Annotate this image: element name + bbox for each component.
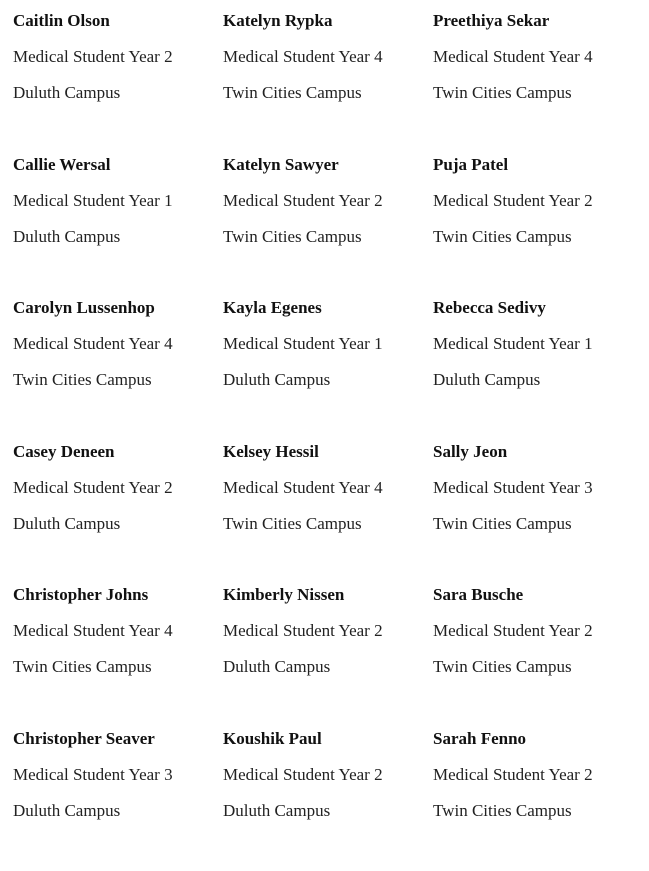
- person-name: Casey Deneen: [13, 441, 115, 461]
- person-campus: Twin Cities Campus: [433, 83, 572, 102]
- person-card: [223, 727, 433, 871]
- person-campus: Twin Cities Campus: [433, 226, 572, 246]
- person-role: Medical Student Year 2: [433, 190, 593, 210]
- person-card: [13, 153, 223, 297]
- person-role: Medical Student Year 4: [433, 47, 593, 66]
- person-name: Sally Jeon: [433, 441, 508, 461]
- person-campus: Duluth Campus: [223, 370, 331, 390]
- person-role: Medical Student Year 3: [13, 764, 173, 784]
- person-role: Medical Student Year 2: [433, 621, 593, 641]
- person-role: Medical Student Year 4: [13, 334, 173, 354]
- person-card: [433, 153, 643, 297]
- person-name: Christopher Johns: [13, 585, 149, 605]
- person-role: Medical Student Year 1: [223, 334, 383, 354]
- person-campus: Duluth Campus: [223, 657, 331, 677]
- person-role: Medical Student Year 2: [223, 764, 383, 784]
- people-directory-grid: [13, 9, 643, 871]
- person-card: [223, 440, 433, 584]
- person-card: [223, 153, 433, 297]
- person-name: Sara Busche: [433, 585, 524, 605]
- person-role: Medical Student Year 2: [13, 47, 173, 66]
- person-role: Medical Student Year 2: [223, 190, 383, 210]
- person-campus: Duluth Campus: [433, 370, 541, 390]
- person-campus: Twin Cities Campus: [223, 83, 362, 102]
- person-role: Medical Student Year 4: [223, 477, 383, 497]
- person-card: [13, 440, 223, 584]
- person-card: [13, 9, 223, 153]
- person-card: [433, 9, 643, 153]
- person-name: Sarah Fenno: [433, 728, 527, 748]
- person-campus: Duluth Campus: [223, 800, 331, 820]
- person-role: Medical Student Year 1: [433, 334, 593, 354]
- person-name: Katelyn Rypka: [223, 11, 333, 30]
- person-card: [223, 296, 433, 440]
- person-name: Koushik Paul: [223, 728, 322, 748]
- person-name: Katelyn Sawyer: [223, 154, 339, 174]
- person-campus: Twin Cities Campus: [13, 657, 152, 677]
- person-campus: Twin Cities Campus: [433, 513, 572, 533]
- person-card: [433, 296, 643, 440]
- person-card: [433, 440, 643, 584]
- person-campus: Duluth Campus: [13, 83, 121, 102]
- person-campus: Twin Cities Campus: [223, 513, 362, 533]
- person-card: [433, 583, 643, 727]
- person-card: [13, 296, 223, 440]
- person-campus: Twin Cities Campus: [13, 370, 152, 390]
- person-role: Medical Student Year 4: [223, 47, 383, 66]
- person-role: Medical Student Year 2: [223, 621, 383, 641]
- person-role: Medical Student Year 4: [13, 621, 173, 641]
- person-role: Medical Student Year 2: [433, 764, 593, 784]
- person-role: Medical Student Year 2: [13, 477, 173, 497]
- person-role: Medical Student Year 1: [13, 190, 173, 210]
- person-name: Preethiya Sekar: [433, 11, 550, 30]
- person-name: Puja Patel: [433, 154, 509, 174]
- person-name: Callie Wersal: [13, 154, 111, 174]
- person-campus: Duluth Campus: [13, 800, 121, 820]
- person-card: [433, 727, 643, 871]
- person-campus: Duluth Campus: [13, 226, 121, 246]
- person-name: Carolyn Lussenhop: [13, 298, 155, 318]
- person-campus: Twin Cities Campus: [433, 657, 572, 677]
- person-card: [13, 727, 223, 871]
- person-card: [13, 583, 223, 727]
- person-name: Rebecca Sedivy: [433, 298, 546, 318]
- person-card: [223, 583, 433, 727]
- person-name: Kelsey Hessil: [223, 441, 319, 461]
- person-name: Kimberly Nissen: [223, 585, 345, 605]
- person-name: Caitlin Olson: [13, 11, 110, 30]
- person-campus: Duluth Campus: [13, 513, 121, 533]
- person-name: Kayla Egenes: [223, 298, 322, 318]
- person-card: [223, 9, 433, 153]
- person-campus: Twin Cities Campus: [223, 226, 362, 246]
- person-campus: Twin Cities Campus: [433, 800, 572, 820]
- person-name: Christopher Seaver: [13, 728, 155, 748]
- person-role: Medical Student Year 3: [433, 477, 593, 497]
